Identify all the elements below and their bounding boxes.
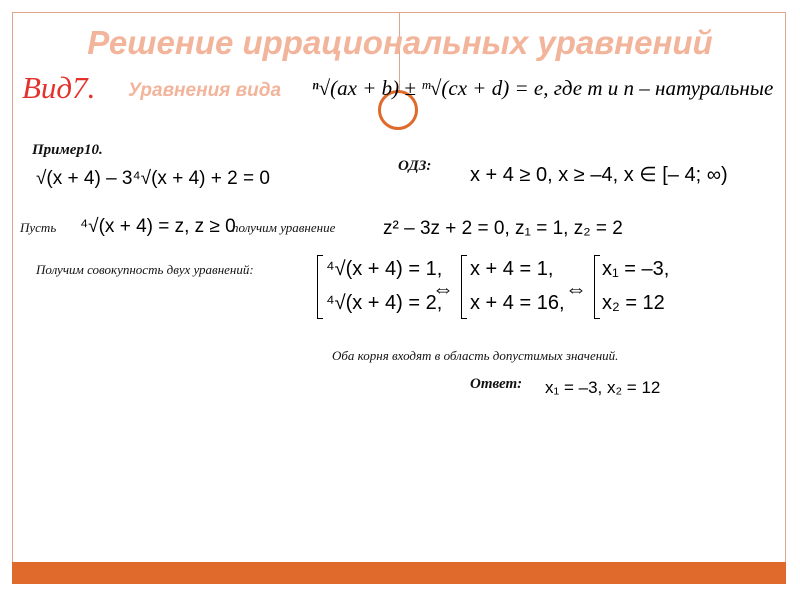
let-label: Пусть xyxy=(20,220,57,235)
example-label: Пример10. xyxy=(32,142,103,158)
system-row-1b: ⁴√(x + 4) = 2, xyxy=(326,292,443,314)
get-equation-label: получим уравнение xyxy=(232,220,336,235)
answer-label: Ответ: xyxy=(470,376,523,392)
equivalence-symbol-1: ⇔ xyxy=(432,276,454,301)
section-subtitle: Уравнения вида xyxy=(128,80,282,101)
system-bracket-1 xyxy=(317,255,323,319)
quadratic-equation: z² – 3z + 2 = 0, z₁ = 1, z₂ = 2 xyxy=(383,218,623,239)
system-bracket-2 xyxy=(461,255,467,319)
system-row-3b: x₂ = 12 xyxy=(602,292,665,314)
formula-header: ⁿ√(ax + b) ± ᵐ√(cx + d) = e, где m и n – натуральные xyxy=(312,76,774,100)
let-expression: ⁴√(x + 4) = z, z ≥ 0 xyxy=(80,216,236,237)
system-bracket-3 xyxy=(594,255,600,319)
system-row-2a: x + 4 = 1, xyxy=(470,258,554,280)
bottom-accent-bar xyxy=(12,562,786,584)
odz-label: ОДЗ: xyxy=(398,158,432,174)
answer-expression: x₁ = –3, x₂ = 12 xyxy=(545,378,661,397)
example-equation: √(x + 4) – 3⁴√(x + 4) + 2 = 0 xyxy=(36,168,270,189)
system-row-2b: x + 4 = 16, xyxy=(470,292,565,314)
section-number: Вид7. xyxy=(22,70,96,105)
conclusion-text: Оба корня входят в область допустимых значений. xyxy=(332,348,619,363)
slide-title: Решение иррациональных уравнений xyxy=(87,24,713,61)
equivalence-symbol-2: ⇔ xyxy=(565,276,587,301)
odz-expression: x + 4 ≥ 0, x ≥ –4, x ∈ [– 4; ∞) xyxy=(470,164,728,186)
system-label: Получим совокупность двух уравнений: xyxy=(36,262,254,277)
system-row-3a: x₁ = –3, xyxy=(602,258,670,280)
system-row-1a: ⁴√(x + 4) = 1, xyxy=(326,258,443,280)
